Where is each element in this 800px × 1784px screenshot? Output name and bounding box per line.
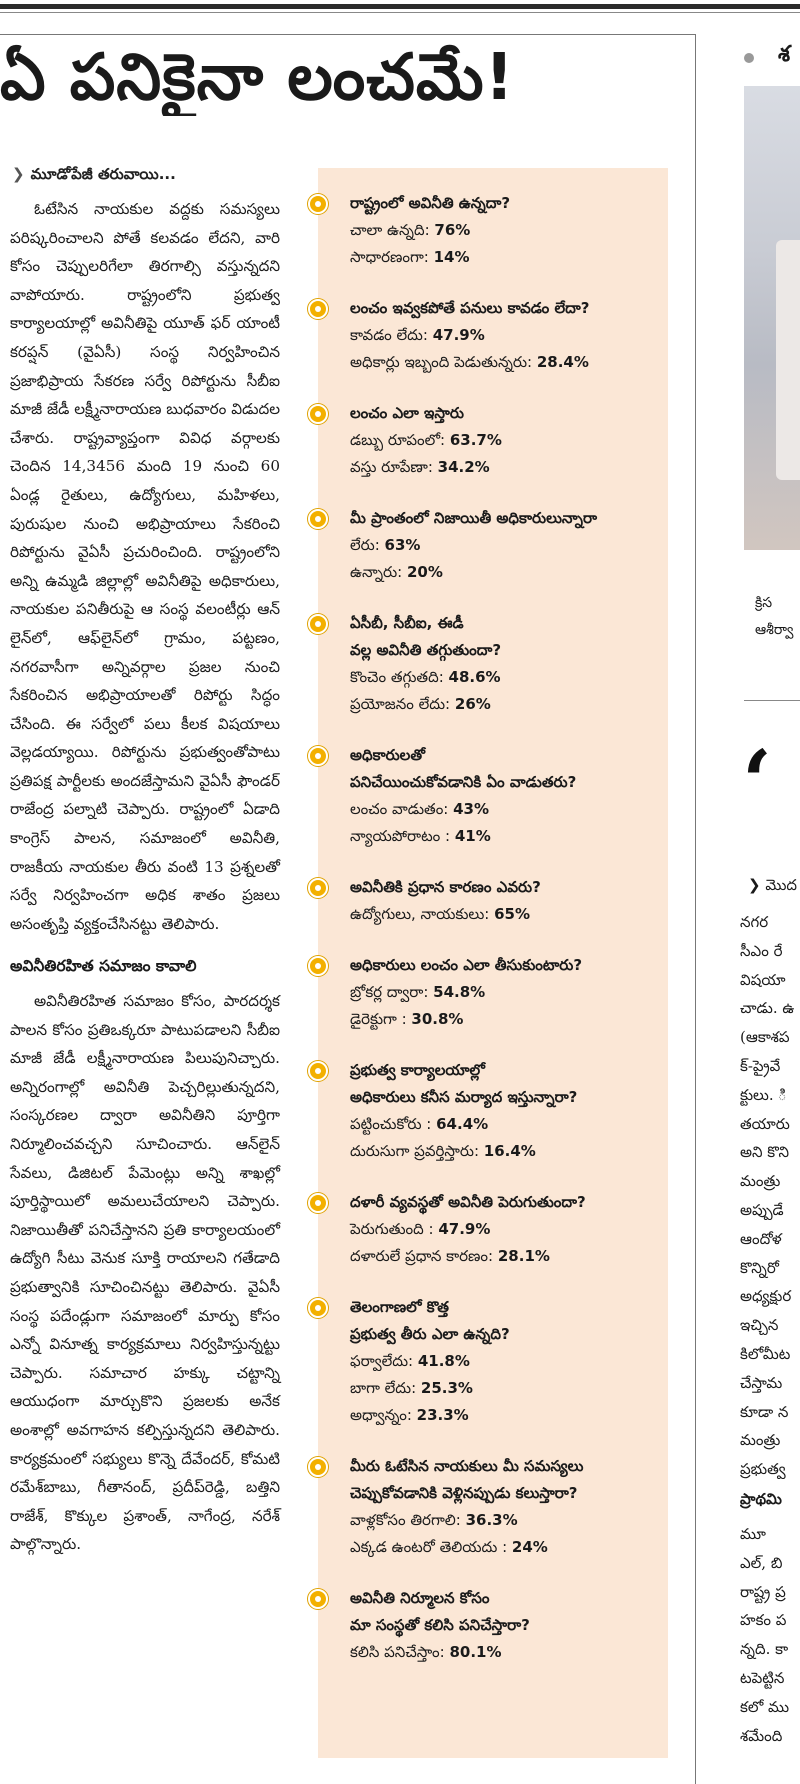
bullet-icon [308,1298,328,1318]
photo-caption [755,590,800,644]
adjacent-body-line: అని కొని [740,1143,790,1162]
answer-label: కలిసి పనిచేస్తాం: [350,1643,450,1661]
answer-label: ప్రయోజనం లేదు: [350,695,455,713]
survey-results-box [318,168,668,1758]
body-paragraph: ఓటేసిన నాయకుల వద్దకు సమస్యలు పరిష్కరించాలని పోతే కలవడం లేదని, వారి కోసం చెప్పులరిగేలా తిరగాల్సి వస్తున్నదని వాపోయారు. రాష్ట్రంలోని ప్రభుత్వ కార్యాలయాల్లో అవినీతిపై యూత్ ఫర్ యాంటీ కరప్షన్ (వైఏసీ) సంస్థ నిర్వహించిన ప్రజాభిప్రాయ సేకరణ సర్వే రిపోర్టును సీబీఐ మాజీ జేడీ లక్ష్మీనారాయణ బుధవారం విడుదల చేశారు. రాష్ట్రవ్యాప్తంగా వివిధ వర్గాలకు చెందిన 14,3456 మంది 19 నుంచి 60 ఏండ్ల రైతులు, ఉద్యోగులు, మహిళలు, పురుషుల నుంచి అభిప్రాయాలు సేకరించి రిపోర్టును వైఏసీ ప్రచురించింది. రాష్ట్రంలోని అన్ని ఉమ్మడి జిల్లాల్లో అవినీతిపై అధికారులు, నాయకుల పనితీరుపై ఆ సంస్థ వలంటీర్లు ఆన్ లైన్‌లో, ఆఫ్‌లైన్‌లో గ్రామం, పట్టణం, నగరవాసీగా అన్నివర్గాల ప్రజల నుంచి సేకరించిన అభిప్రాయాలతో రిపోర్టు సిద్ధం చేసింది. ఈ సర్వేలో పలు కీలక విషయాలు వెల్లడయ్యాయి. రిపోర్టును ప్రభుత్వంతోపాటు ప్రతిపక్ష పార్టీలకు అందజేస్తామని వైఏసీ ఫౌండర్ రాజేంద్ర పల్నాటి చెప్పారు. రాష్ట్రంలో ఏడాది కాంగ్రెస్ పాలన, సమాజంలో అవినీతి, రాజకీయ నాయకుల తీరు వంటి 13 ప్రశ్నలతో సర్వే నిర్వహించగా అధిక శాతం ప్రజలు అసంతృప్తి వ్యక్తంచేసినట్టు తెలిపారు. [10,200,280,933]
survey-answer [350,691,668,718]
answer-label: వస్తు రూపేణా: [350,458,438,476]
survey-item [318,295,668,376]
survey-item [318,1294,668,1429]
survey-answer [350,1138,668,1165]
adjacent-subhead: ప్రాథమి [740,1490,782,1508]
chevron-right-icon: ❯ [748,876,766,894]
chevron-right-icon: ❯ [12,165,25,183]
adjacent-body-line: తయారు [740,1114,790,1133]
bullet-icon [308,509,328,529]
answer-percent: 43% [453,800,490,818]
answer-label: అధ్వాన్నం: [350,1406,417,1424]
survey-list [318,190,668,1690]
adjacent-headline: శ [778,42,791,67]
survey-answer [350,559,668,586]
continued-text: మూడోపేజీ తరువాయి... [30,165,176,183]
adjacent-body-line: సీఎం రే [740,941,783,960]
survey-question: అధికారులు లంచం ఎలా తీసుకుంటారు? [350,956,583,974]
survey-answer [350,664,668,691]
adjacent-body-line: (ఆకాశప [740,1028,790,1047]
adjacent-body-line: నగర [740,913,769,931]
adjacent-body-line: హకం ప [740,1611,787,1630]
survey-item [318,1189,668,1270]
survey-question: ఏసీబీ, సీబీఐ, ఈడీ [350,614,464,632]
survey-answer [350,217,668,244]
survey-answer [350,532,668,559]
adjacent-body-line: మూ [740,1525,766,1543]
answer-percent: 28.4% [536,353,589,371]
survey-answer [350,1534,668,1561]
article-headline: ఏ పనికైనా లంచమే! [0,42,515,115]
answer-percent: 34.2% [437,458,490,476]
survey-question: చెప్పుకోవడానికి వెళ్లినప్పుడు కలుస్తారా? [350,1484,578,1502]
adjacent-body-line: విషయా [740,970,786,989]
survey-item [318,190,668,271]
survey-answer [350,1639,668,1666]
adjacent-body-line: కిలోమీట [740,1344,791,1363]
continued-from-label [12,165,176,187]
bullet-icon [308,878,328,898]
answer-percent: 16.4% [483,1142,536,1160]
survey-item [318,400,668,481]
survey-answer [350,1507,668,1534]
masthead-rule-thin [0,12,800,13]
survey-answer [350,823,668,850]
answer-percent: 26% [454,695,491,713]
answer-label: ఉద్యోగులు, నాయకులు: [350,905,495,923]
adjacent-body [740,908,800,1484]
answer-percent: 30.8% [411,1010,464,1028]
adjacent-body-line: కలో ము [740,1697,790,1716]
adjacent-body-line: టపెట్టిన [740,1668,785,1687]
adjacent-body-line: మంత్రు [740,1172,781,1191]
bullet-dot-icon [744,53,754,63]
answer-percent: 36.3% [465,1511,518,1529]
adjacent-body-line: ఇచ్చిన [740,1316,779,1335]
survey-answer [350,796,668,823]
survey-answer [350,322,668,349]
answer-percent: 28.1% [497,1247,550,1265]
adjacent-body-line: కూడా న [740,1402,789,1421]
survey-question: అధికారులతో [350,746,425,764]
survey-item [318,1585,668,1666]
survey-question: మీ ప్రాంతంలో నిజాయితీ అధికారులున్నారా [350,509,598,527]
survey-question: మా సంస్థతో కలిసి పనిచేస్తారా? [350,1616,530,1634]
survey-answer [350,349,668,376]
answer-percent: 63% [384,536,421,554]
adjacent-body-line: మంత్రు [740,1431,781,1450]
answer-percent: 47.9% [432,326,485,344]
bullet-icon [308,614,328,634]
answer-label: సాధారణంగా: [350,248,434,266]
adjacent-body-2 [740,1520,800,1750]
answer-percent: 64.4% [436,1115,489,1133]
answer-percent: 14% [433,248,470,266]
answer-label: ఉన్నారు: [350,563,407,581]
survey-item [318,505,668,586]
survey-answer [350,1348,668,1375]
adjacent-body-line: క్టులు. ి [740,1085,787,1104]
answer-label: అధికార్లు ఇబ్బంది పెడుతున్నరు: [350,353,537,371]
column-divider [744,700,800,701]
survey-answer [350,244,668,271]
adjacent-body-line: అప్పుడే [740,1200,784,1219]
answer-percent: 23.3% [416,1406,469,1424]
survey-question: అవినీతికి ప్రధాన కారణం ఎవరు? [350,878,541,896]
bullet-icon [308,299,328,319]
adjacent-body-line: రాష్ట్ర ప్ర [740,1582,786,1601]
answer-label: లేరు: [350,536,385,554]
adjacent-continued-text: మొద [765,876,797,894]
survey-answer [350,1111,668,1138]
answer-percent: 24% [511,1538,548,1556]
answer-label: వాళ్లకోసం తిరగాలి: [350,1511,466,1529]
survey-answer [350,1216,668,1243]
survey-question: దళారీ వ్యవస్థతో అవినీతి పెరుగుతుందా? [350,1193,586,1211]
answer-label: కొంచెం తగ్గుతది: [350,668,449,686]
survey-question: అధికారులు కనీస మర్యాద ఇస్తున్నారా? [350,1088,578,1106]
answer-percent: 63.7% [449,431,502,449]
answer-label: దళారులే ప్రధాన కారణం: [350,1247,498,1265]
survey-item [318,1453,668,1561]
survey-answer [350,1006,668,1033]
quote-mark-icon: ‘ [742,732,772,833]
answer-label: ఫర్వాలేదు: [350,1352,418,1370]
bullet-icon [308,1193,328,1213]
answer-percent: 48.6% [448,668,501,686]
answer-label: న్యాయపోరాటం : [350,827,455,845]
bullet-icon [308,956,328,976]
answer-label: కావడం లేదు: [350,326,433,344]
answer-percent: 54.8% [433,983,486,1001]
adjacent-body-line: చాడు. ఉ [740,999,795,1018]
survey-item [318,742,668,850]
survey-answer [350,1375,668,1402]
answer-percent: 80.1% [449,1643,502,1661]
photo-figure [776,240,800,480]
caption-line: క్రిస [755,595,773,611]
section-subhead: అవినీతిరహిత సమాజం కావాలి [10,957,197,976]
masthead-rule [0,4,800,9]
answer-label: బాగా లేదు: [350,1379,421,1397]
bullet-icon [308,1061,328,1081]
survey-question: ప్రభుత్వ తీరు ఎలా ఉన్నది? [350,1325,510,1343]
answer-percent: 47.9% [438,1220,491,1238]
article-body [10,195,280,1559]
adjacent-body-line: న్నది. కా [740,1640,789,1659]
answer-percent: 41.8% [417,1352,470,1370]
adjacent-body-line: క్-ప్రైవే [740,1056,781,1075]
survey-answer [350,454,668,481]
survey-item [318,610,668,718]
adjacent-body-line: కొన్నిరో [740,1258,779,1277]
answer-label: చాలా ఉన్నది: [350,221,435,239]
answer-label: ఎక్కడ ఉంటరో తెలియదు : [350,1538,512,1556]
caption-line: ఆశీర్వా [755,622,794,638]
survey-question: తెలంగాణలో కొత్త [350,1298,449,1316]
survey-answer [350,1243,668,1270]
bullet-icon [308,746,328,766]
survey-question: పనిచేయించుకోవడానికి ఏం వాడుతరు? [350,773,577,791]
adjacent-continued-label [748,876,800,898]
survey-item [318,1057,668,1165]
answer-label: దురుసుగా ప్రవర్తిస్తారు: [350,1142,484,1160]
survey-question: లంచం ఎలా ఇస్తారు [350,404,464,422]
survey-question: ప్రభుత్వ కార్యాలయాల్లో [350,1061,485,1079]
answer-label: బ్రోకర్ల ద్వారా: [350,983,434,1001]
adjacent-body-line: ఎల్, బి [740,1553,783,1572]
answer-percent: 41% [454,827,491,845]
bullet-icon [308,194,328,214]
survey-question: వల్ల అవినీతి తగ్గుతుందా? [350,641,502,659]
survey-question: అవినీతి నిర్మూలన కోసం [350,1589,490,1607]
answer-percent: 25.3% [420,1379,473,1397]
answer-label: లంచం వాడుతం: [350,800,454,818]
adjacent-body-line: ప్రభుత్వ [740,1460,786,1479]
survey-answer [350,427,668,454]
adjacent-body-line: చేస్తామ [740,1373,783,1392]
answer-percent: 76% [434,221,471,239]
answer-percent: 20% [406,563,443,581]
adjacent-body-line: అధ్యక్షుర [740,1287,792,1306]
survey-item [318,952,668,1033]
survey-answer [350,901,668,928]
body-paragraph: అవినీతిరహిత సమాజం కోసం, పారదర్శక పాలన కోసం ప్రతిఒక్కరూ పాటుపడాలని సీబీఐ మాజీ జేడీ లక్ష్మీనారాయణ పిలుపునిచ్చారు. అన్నిరంగాల్లో అవినీతి పెచ్చరిల్లుతున్నదని, సంస్కరణల ద్వారా అవినీతిని పూర్తిగా నిర్మూలించవచ్చని సూచించారు. ఆన్‌లైన్ సేవలు, డిజిటల్ పేమెంట్లు అన్ని శాఖల్లో పూర్తిస్థాయిలో అమలుచేయాలని చెప్పారు. నిజాయితీతో పనిచేస్తానని ప్రతి కార్యాలయంలో ఉద్యోగి సీటు వెనుక సూక్తి రాయాలని గతేడాది ప్రభుత్వానికి సూచించినట్టు తెలిపారు. వైఏసీ సంస్థ పదేండ్లుగా సమాజంలో మార్పు కోసం ఎన్నో వినూత్న కార్యక్రమాలు నిర్వహిస్తున్నట్టు చెప్పారు. సమాచార హక్కు చట్టాన్ని ఆయుధంగా మార్చుకొని ప్రజలకు అనేక అంశాల్లో అవగాహన కల్పిస్తున్నదని తెలిపారు. కార్యక్రమంలో సభ్యులు కొన్నె దేవేందర్, కోమటి రమేశ్‌బాబు, గీతానంద్, ప్రదీప్‌రెడ్డి, బత్తిని రాజేశ్, కొక్కుల ప్రశాంత్, నాగేంద్ర, నరేశ్ పాల్గొన్నారు. [10,992,280,1554]
survey-answer [350,1402,668,1429]
survey-question: రాష్ట్రంలో అవినీతి ఉన్నదా? [350,194,511,212]
adjacent-body-line: ఆందోళ [740,1229,782,1248]
answer-label: పట్టించుకోరు : [350,1115,437,1133]
survey-question: లంచం ఇవ్వకపోతే పనులు కావడం లేదా? [350,299,590,317]
bullet-icon [308,1457,328,1477]
survey-question: మీరు ఓటేసిన నాయకులు మీ సమస్యలు [350,1457,584,1475]
answer-label: పెరుగుతుంది : [350,1220,439,1238]
bullet-icon [308,1589,328,1609]
answer-label: డైరెక్టుగా : [350,1010,412,1028]
survey-answer [350,979,668,1006]
answer-label: డబ్బు రూపంలో: [350,431,450,449]
survey-item [318,874,668,928]
bullet-icon [308,404,328,424]
adjacent-body-line: శమేంది [740,1726,783,1745]
answer-percent: 65% [494,905,530,923]
